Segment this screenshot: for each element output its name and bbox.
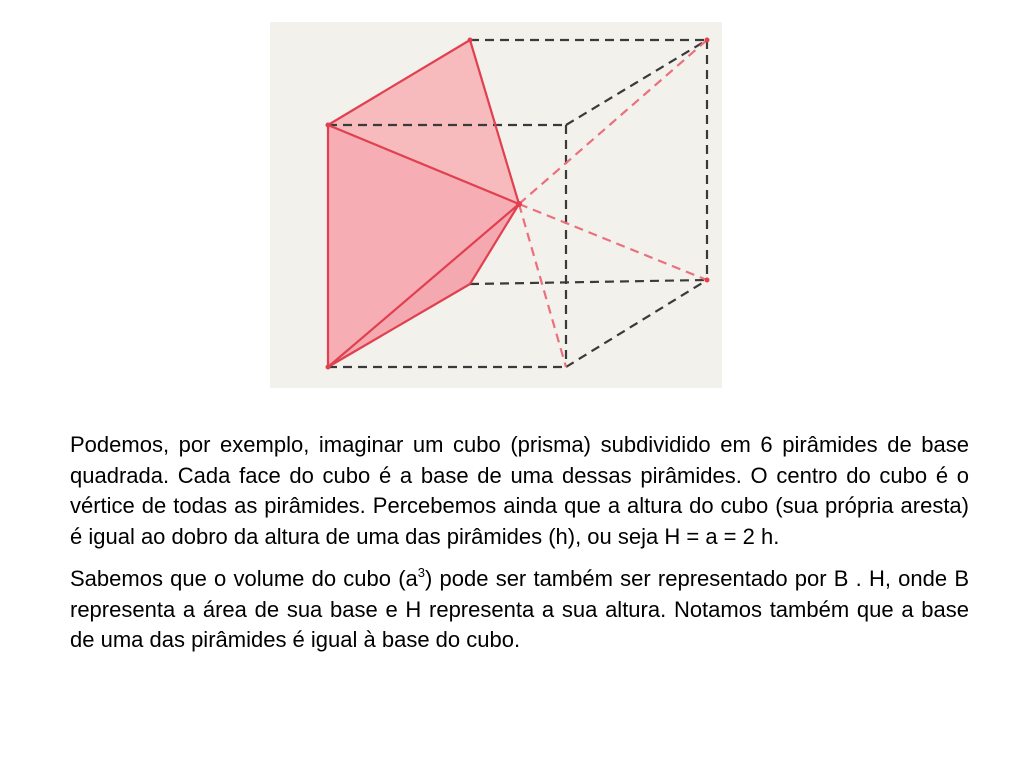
- paragraph-2: [70, 564, 969, 656]
- paragraph-1: Podemos, por exemplo, imaginar um cubo (prisma) subdividido em 6 pirâmides de base quadrada. Cada face do cubo é a base de uma dessas pirâmides. O centro do cubo é o vértice de todas as pirâmides. Percebemos ainda que a altura do cubo (sua própria aresta) é igual ao dobro da altura de uma das pirâmides (h), ou seja H = a = 2 h.: [70, 432, 969, 549]
- paragraph-2-part-1: Sabemos que o volume do cubo (a: [70, 566, 418, 591]
- paragraph-2-superscript: 3: [417, 565, 426, 580]
- body-text: [70, 430, 969, 668]
- center-vertex: [516, 201, 522, 207]
- cube-pyramid-figure: [270, 22, 722, 388]
- cube-pyramid-diagram: [270, 22, 722, 388]
- vertex: [326, 365, 331, 370]
- paragraph-2-part-2: ) pode ser também ser representado por B . H, onde B representa a área de sua base e H representa a sua altura. Notamos também que a base de uma das pirâmides é igual à base do cubo.: [70, 566, 969, 652]
- vertex: [705, 278, 710, 283]
- vertex: [705, 38, 710, 43]
- vertex: [326, 123, 331, 128]
- vertex: [468, 38, 473, 43]
